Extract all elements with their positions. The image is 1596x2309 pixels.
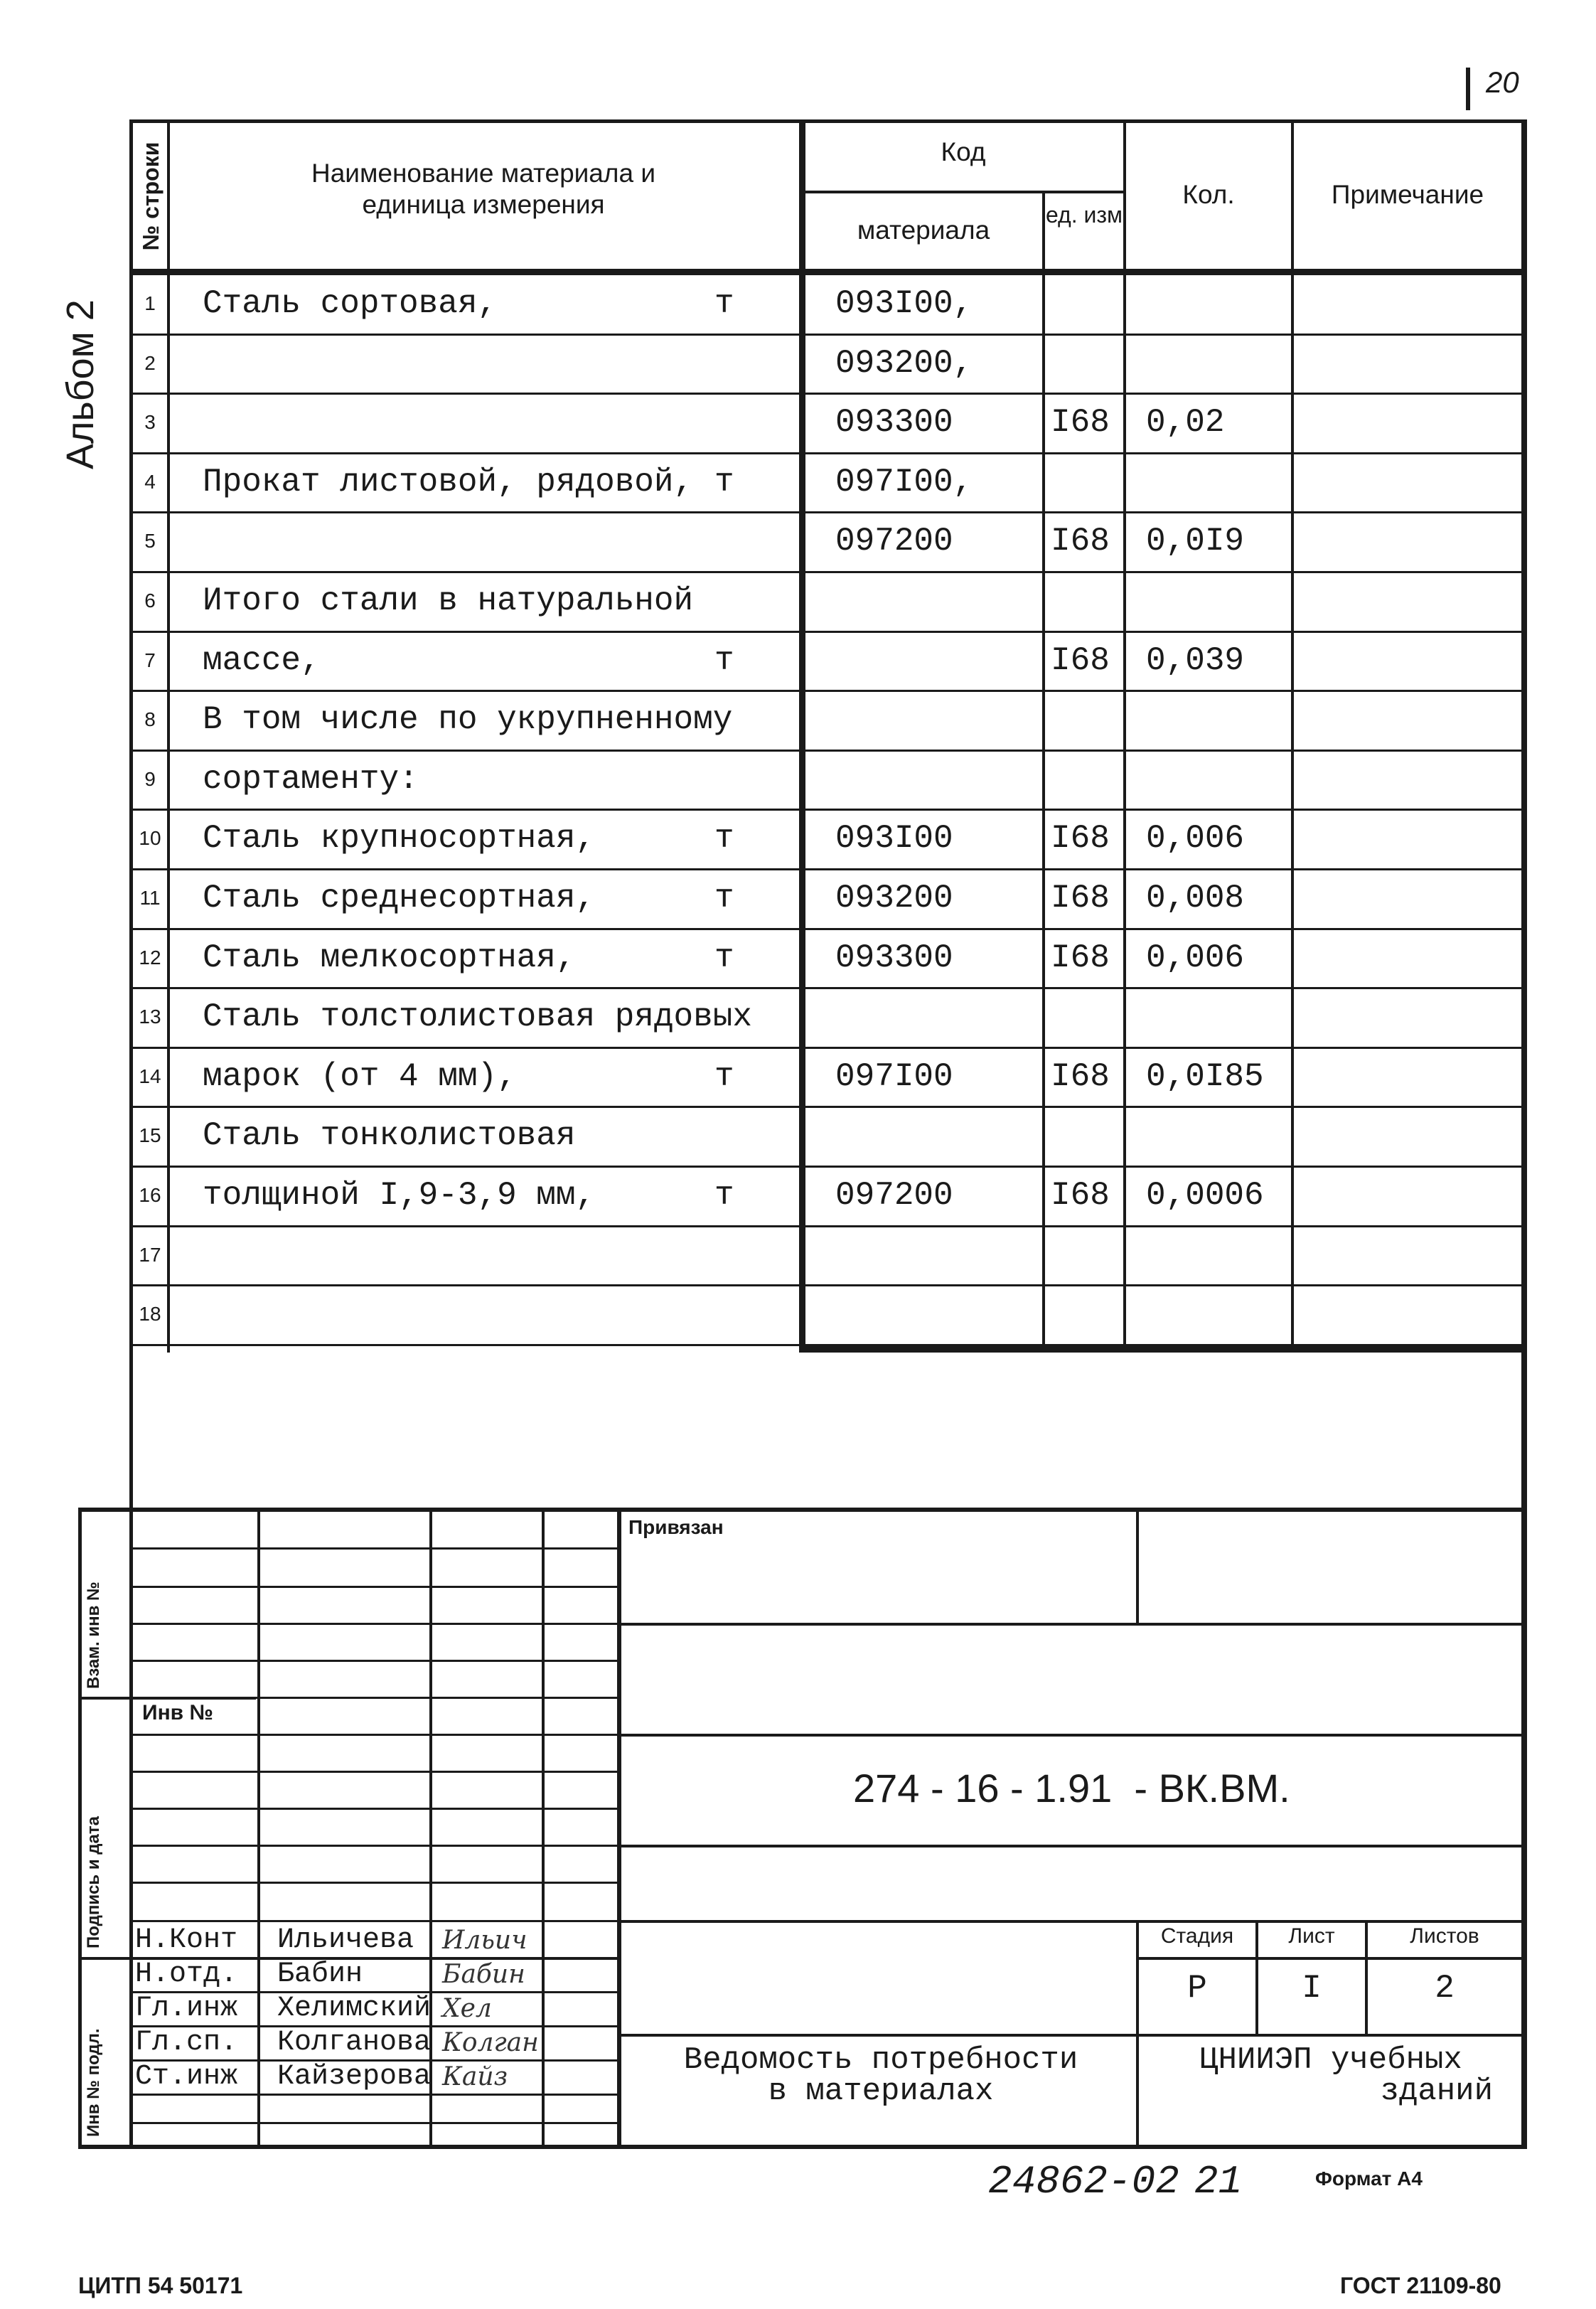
signer-role: Гл.сп. [135, 2027, 238, 2059]
signer-role: Н.отд. [135, 1958, 238, 1990]
row-number: 10 [139, 827, 161, 850]
row-number: 18 [139, 1303, 161, 1326]
row-material-name: Сталь крупносортная, [203, 820, 596, 858]
row-quantity: 0,02 [1146, 404, 1225, 442]
row-unit: т [714, 939, 734, 976]
page-number: 20 [1486, 65, 1519, 99]
row-material-name: Сталь тонколистовая [203, 1117, 576, 1155]
row-unit-code: I68 [1051, 1177, 1110, 1214]
document-title-line-1: Ведомость потребности [683, 2042, 1078, 2078]
signature-scribble: Бабин [442, 1960, 525, 1989]
signer-name: Колганова [277, 2027, 432, 2059]
row-material-code: 093200, [835, 344, 973, 382]
row-unit-code: I68 [1051, 1057, 1110, 1095]
album-label: Альбом 2 [59, 299, 102, 469]
row-number: 2 [144, 351, 156, 374]
signer-role: Н.Конт [135, 1924, 238, 1956]
row-divider [129, 631, 1524, 633]
row-divider [129, 1284, 1524, 1286]
organization-line-1: ЦНИИЭП учебных [1199, 2042, 1462, 2078]
row-number: 12 [139, 946, 161, 969]
row-material-name: марок (от 4 мм), [203, 1057, 517, 1095]
signer-name: Ильичева [277, 1924, 414, 1956]
archive-number: 24862-02 [988, 2159, 1179, 2204]
row-quantity: 0,006 [1146, 820, 1245, 858]
row-material-code: 093I00 [835, 820, 953, 858]
row-number: 7 [144, 649, 156, 671]
row-material-name: В том числе по укрупненному [203, 701, 733, 739]
signer-role: Гл.инж [135, 1993, 238, 2025]
side-label-vzam: Взам. инв № [84, 1582, 103, 1689]
row-divider [129, 334, 1524, 336]
row-material-name: сортаменту: [203, 760, 419, 798]
row-quantity: 0,006 [1146, 939, 1245, 976]
sheet-value: I [1302, 1970, 1322, 2007]
row-number: 16 [139, 1184, 161, 1206]
side-label-inv-original: Инв № подл. [84, 2028, 103, 2137]
row-material-name: Сталь толстолистовая рядовых [203, 998, 752, 1036]
row-material-code: 093200 [835, 880, 953, 917]
row-divider [129, 750, 1524, 752]
row-unit: т [714, 1057, 734, 1095]
inv-no-label: Инв № [142, 1701, 213, 1724]
row-unit-code: I68 [1051, 880, 1110, 917]
row-unit: т [714, 880, 734, 917]
row-material-name: Прокат листовой, рядовой, [203, 463, 694, 501]
row-material-code: 093300 [835, 404, 953, 442]
row-material-code: 097I00 [835, 1057, 953, 1095]
row-divider [129, 868, 1524, 870]
row-unit-code: I68 [1051, 404, 1110, 442]
row-unit-code: I68 [1051, 820, 1110, 858]
row-divider [129, 1344, 1524, 1346]
stage-label: Стадия [1160, 1924, 1234, 1948]
row-material-name: Сталь мелкосортная, [203, 939, 576, 976]
row-divider [129, 987, 1524, 989]
row-unit: т [714, 1177, 734, 1214]
row-quantity: 0,039 [1146, 641, 1245, 679]
row-quantity: 0,008 [1146, 880, 1245, 917]
header-qty: Кол. [1182, 180, 1235, 209]
signer-name: Хелимский [277, 1993, 432, 2025]
row-unit: т [714, 463, 734, 501]
row-material-name: Итого стали в натуральной [203, 582, 694, 619]
row-number: 6 [144, 590, 156, 612]
row-number: 8 [144, 708, 156, 731]
row-unit: т [714, 820, 734, 858]
row-number: 4 [144, 470, 156, 493]
row-divider [129, 928, 1524, 930]
header-row-number: № строки [138, 142, 164, 251]
signature-scribble: Колган [442, 2028, 539, 2057]
header-code: Код [941, 137, 986, 166]
signature-scribble: Хел [442, 1994, 492, 2023]
footer-left-code: ЦИТП 54 50171 [78, 2273, 243, 2298]
row-material-code: 093I00, [835, 285, 973, 322]
format-label: Формат А4 [1315, 2167, 1423, 2190]
stage-value: Р [1187, 1970, 1207, 2007]
row-number: 3 [144, 411, 156, 434]
row-material-code: 097200 [835, 523, 953, 560]
row-divider [129, 1166, 1524, 1168]
row-number: 1 [144, 292, 156, 314]
signature-scribble: Кайз [442, 2062, 508, 2091]
row-divider [129, 1047, 1524, 1049]
signature-scribble: Ильич [442, 1926, 527, 1955]
row-number: 15 [139, 1124, 161, 1147]
row-material-code: 097I00, [835, 463, 973, 501]
row-unit-code: I68 [1051, 939, 1110, 976]
signer-name: Кайзерова [277, 2061, 432, 2093]
archive-page: 21 [1194, 2159, 1243, 2204]
row-number: 13 [139, 1006, 161, 1028]
row-unit: т [714, 285, 734, 322]
row-divider [129, 511, 1524, 513]
organization-line-2: зданий [1380, 2074, 1493, 2109]
row-quantity: 0,0I85 [1146, 1057, 1264, 1095]
row-unit: т [714, 641, 734, 679]
row-divider [129, 1106, 1524, 1108]
sheets-value: 2 [1435, 1970, 1455, 2007]
row-material-code: 093300 [835, 939, 953, 976]
row-divider [129, 690, 1524, 692]
row-material-code: 097200 [835, 1177, 953, 1214]
header-note: Примечание [1331, 180, 1484, 209]
side-label-signature-date: Подпись и дата [84, 1816, 103, 1948]
row-divider [129, 452, 1524, 454]
row-number: 9 [144, 767, 156, 790]
signer-name: Бабин [277, 1958, 363, 1990]
row-material-name: Сталь среднесортная, [203, 880, 596, 917]
document-title-line-2: в материалах [768, 2074, 994, 2109]
row-divider [129, 393, 1524, 395]
sheets-label: Листов [1410, 1924, 1479, 1948]
sheet-label: Лист [1288, 1924, 1335, 1948]
signer-role: Ст.инж [135, 2061, 238, 2093]
footer-gost: ГОСТ 21109-80 [1340, 2273, 1501, 2298]
row-quantity: 0,0006 [1146, 1177, 1264, 1214]
row-material-name: Сталь сортовая, [203, 285, 498, 322]
header-material-name: Наименование материала и единица измерения [311, 159, 656, 219]
row-divider [129, 571, 1524, 573]
document-code: 274 - 16 - 1.91 - ВК.ВМ. [853, 1766, 1290, 1811]
row-material-name: толщиной I,9-3,9 мм, [203, 1177, 596, 1214]
row-unit-code: I68 [1051, 641, 1110, 679]
row-number: 5 [144, 530, 156, 553]
row-divider [129, 809, 1524, 811]
row-number: 14 [139, 1065, 161, 1087]
header-unit-code: ед. изм [1045, 202, 1123, 228]
row-unit-code: I68 [1051, 523, 1110, 560]
row-material-name: массе, [203, 641, 321, 679]
row-quantity: 0,0I9 [1146, 523, 1245, 560]
row-number: 11 [139, 887, 161, 909]
row-divider [129, 1225, 1524, 1227]
header-material-code: материала [857, 215, 990, 245]
row-number: 17 [139, 1243, 161, 1266]
privyazan-label: Привязан [628, 1516, 724, 1538]
